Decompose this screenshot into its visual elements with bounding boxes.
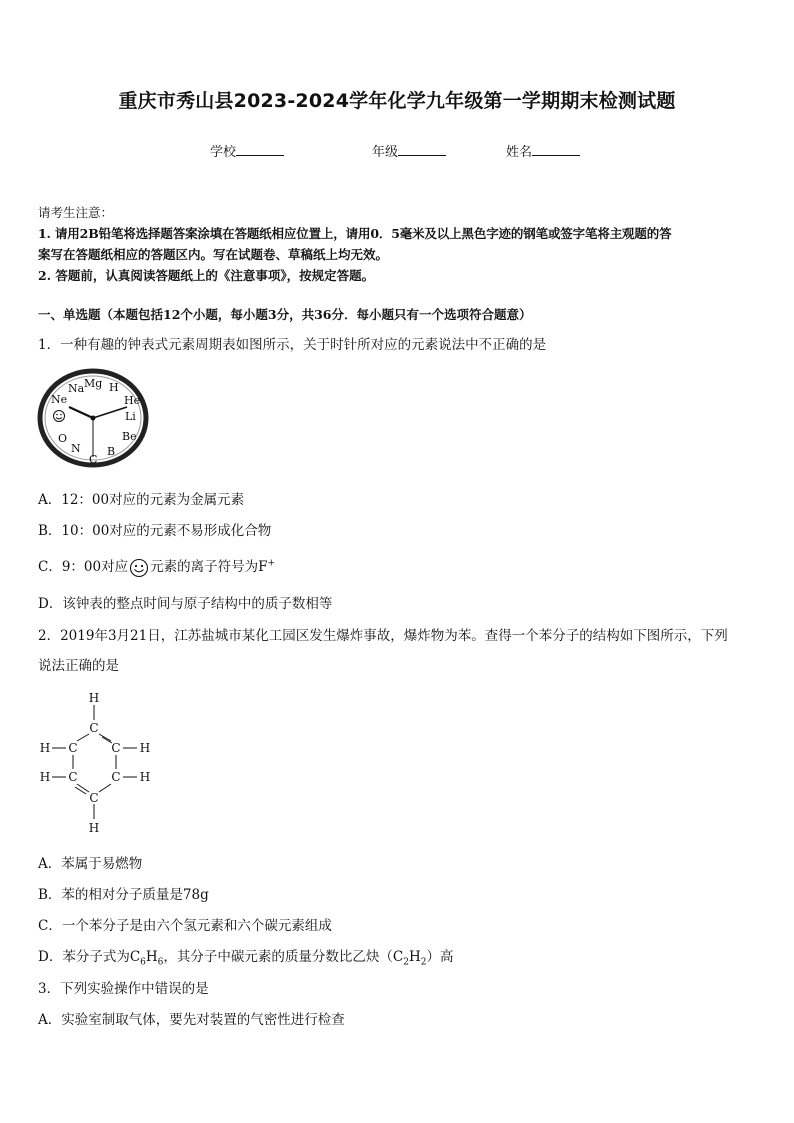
notice-line1: 1. 请用2B铅笔将选择题答案涂填在答题纸相应位置上，请用0．5毫米及以上黑色字迹的钢笔或签字笔将主观题的答 [38, 226, 672, 241]
clock-label-b: B [107, 445, 116, 458]
clock-label-h: H [109, 381, 119, 394]
q2-option-d-sub1: 6 [140, 957, 146, 968]
clock-label-na: Na [68, 382, 85, 395]
q2-option-b: B．苯的相对分子质量是78g [38, 887, 209, 903]
page-title: 重庆市秀山县2023-2024学年化学九年级第一学期期末检测试题 [118, 90, 676, 112]
notice-line1b: 案写在答题纸相应的答题区内。写在试题卷、草稿纸上均无效。 [38, 247, 389, 262]
section-title: 一、单选题（本题包括12个小题，每小题3分，共36分．每小题只有一个选项符合题意） [38, 307, 532, 322]
name-blank [532, 143, 580, 156]
clock-label-li: Li [125, 410, 136, 423]
q1-stem: 1．一种有趣的钟表式元素周期表如图所示，关于时针所对应的元素说法中不正确的是 [38, 337, 547, 353]
atom-h-upper-right: H [139, 741, 151, 755]
clock-label-be: Be [122, 430, 137, 443]
atom-h-lower-left: H [39, 770, 51, 784]
q2-option-d-sub3: 2 [403, 957, 409, 968]
clock-label-c: C [89, 453, 98, 466]
q2-option-c: C．一个苯分子是由六个氢元素和六个碳元素组成 [38, 918, 332, 934]
q1-option-c-sup: + [267, 558, 276, 569]
benzene-structure-figure [36, 688, 156, 838]
atom-c-upper-left: C [68, 741, 78, 755]
atom-c-upper-right: C [111, 741, 121, 755]
school-label: 学校 [210, 145, 237, 160]
q2-option-d-mid: H [145, 949, 158, 965]
q2-option-d-post: ）高 [426, 949, 454, 965]
atom-h-top: H [88, 691, 100, 705]
clock-label-o: O [58, 432, 68, 445]
name-field [506, 141, 580, 160]
clock-label-mg: Mg [84, 377, 103, 390]
q2-option-d-sub2: 6 [157, 957, 164, 968]
grade-field [372, 141, 446, 160]
notice-heading: 请考生注意： [38, 205, 114, 220]
q1-option-c [38, 555, 275, 578]
atom-h-lower-right: H [139, 770, 151, 784]
clock-label-n: N [71, 442, 81, 455]
atom-c-bottom: C [89, 791, 99, 805]
periodic-clock-figure [36, 366, 152, 470]
q1-option-c-pre: C．9：00对应 [38, 559, 129, 575]
q3-stem: 3．下列实验操作中错误的是 [38, 981, 209, 997]
q1-option-d: D．该钟表的整点时间与原子结构中的质子数相等 [38, 596, 333, 612]
atom-c-lower-right: C [111, 770, 121, 784]
atom-c-top: C [89, 721, 99, 735]
q1-option-c-post: 元素的离子符号为F [150, 559, 268, 575]
grade-label: 年级 [372, 145, 399, 160]
q1-option-b: B．10：00对应的元素不易形成化合物 [38, 523, 272, 539]
atom-h-upper-left: H [39, 741, 51, 755]
q2-option-d-pre: D．苯分子式为C [38, 949, 141, 965]
q2-option-d [38, 945, 454, 968]
clock-label-ne: Ne [51, 393, 68, 406]
clock-label-he: He [124, 394, 141, 407]
school-blank [236, 143, 284, 156]
smiley-icon [129, 558, 149, 578]
q2-stem-line2: 说法正确的是 [38, 658, 119, 674]
q1-option-a: A．12：00对应的元素为金属元素 [38, 492, 245, 508]
school-field [210, 141, 284, 160]
q3-option-a: A．实验室制取气体，要先对装置的气密性进行检查 [38, 1012, 345, 1028]
q2-option-d-sub4: 2 [420, 957, 427, 968]
notice-line2: 2. 答题前，认真阅读答题纸上的《注意事项》，按规定答题。 [38, 268, 375, 283]
grade-blank [398, 143, 446, 156]
q2-stem-line1: 2．2019年3月21日，江苏盐城市某化工园区发生爆炸事故，爆炸物为苯。查得一个苯分子的结构如下图所示，下列 [38, 628, 728, 644]
q2-option-d-mid2: ，其分子中碳元素的质量分数比乙炔（C [163, 949, 404, 965]
name-label: 姓名 [506, 145, 533, 160]
q2-option-d-mid3: H [408, 949, 421, 965]
atom-h-bottom: H [88, 821, 100, 835]
clock-center [91, 416, 96, 421]
atom-c-lower-left: C [68, 770, 78, 784]
q2-option-a: A．苯属于易燃物 [38, 856, 143, 872]
